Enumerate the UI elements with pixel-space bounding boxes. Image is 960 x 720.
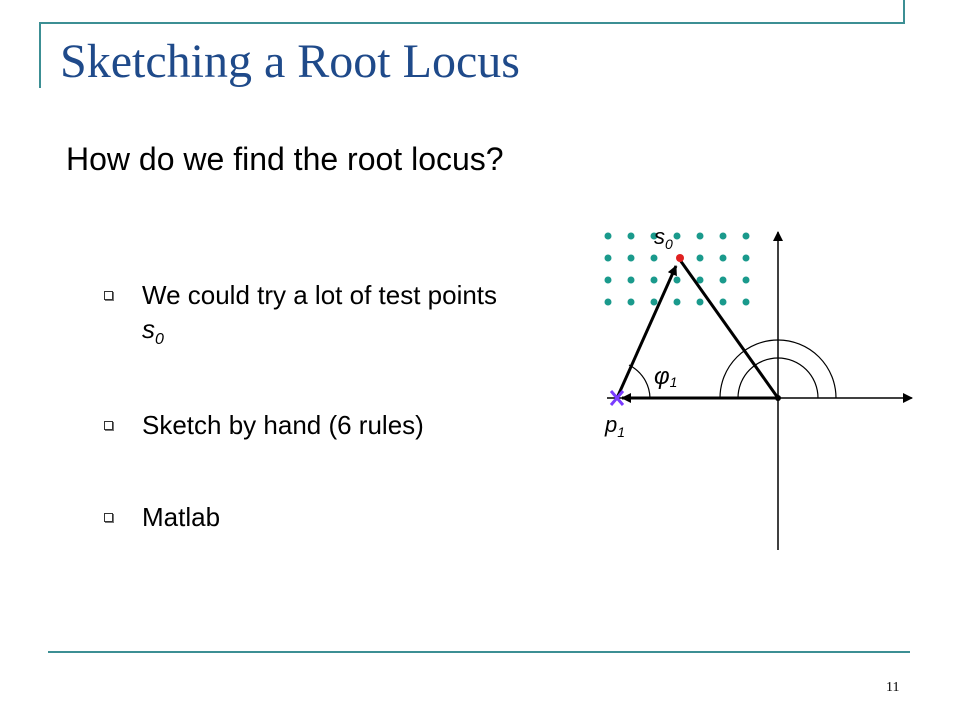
grid-dot bbox=[628, 233, 635, 240]
bullet-text: Sketch by hand (6 rules) bbox=[142, 410, 424, 440]
grid-dot bbox=[628, 299, 635, 306]
p1-label: $p_1$ bbox=[605, 412, 626, 440]
bullet-symbol: s bbox=[142, 314, 155, 344]
grid-dot bbox=[697, 299, 704, 306]
bullet-box-icon bbox=[104, 291, 113, 300]
slide-question: How do we find the root locus? bbox=[66, 141, 504, 177]
grid-dot bbox=[651, 255, 658, 262]
bullet-text: We could try a lot of test points bbox=[142, 280, 498, 310]
test-point-s0 bbox=[676, 254, 684, 262]
grid-dot bbox=[605, 255, 612, 262]
grid-dot bbox=[674, 299, 681, 306]
grid-dot bbox=[651, 277, 658, 284]
grid-dot bbox=[674, 233, 681, 240]
grid-dot bbox=[651, 299, 658, 306]
grid-dot bbox=[674, 277, 681, 284]
frame-top-rule bbox=[40, 22, 904, 24]
root-locus-diagram bbox=[560, 200, 940, 560]
footer-rule bbox=[48, 651, 910, 653]
s0-label: $s_0$ bbox=[654, 224, 673, 252]
vector-origin-to-s0 bbox=[680, 260, 778, 398]
phi-angle-arc bbox=[629, 365, 650, 398]
grid-dot bbox=[720, 277, 727, 284]
grid-dot bbox=[720, 255, 727, 262]
grid-dot bbox=[605, 277, 612, 284]
grid-dot bbox=[743, 277, 750, 284]
grid-dot bbox=[743, 299, 750, 306]
page-number: 11 bbox=[886, 680, 900, 695]
bullet-test-points bbox=[104, 278, 504, 357]
grid-dot bbox=[743, 233, 750, 240]
grid-dot bbox=[605, 233, 612, 240]
test-point-grid bbox=[605, 233, 750, 306]
frame-left-rule bbox=[39, 22, 41, 88]
grid-dot bbox=[697, 255, 704, 262]
origin-point bbox=[775, 395, 781, 401]
grid-dot bbox=[697, 233, 704, 240]
frame-right-rule bbox=[903, 0, 905, 24]
grid-dot bbox=[720, 233, 727, 240]
grid-dot bbox=[720, 299, 727, 306]
phi1-label: φ1 bbox=[654, 363, 678, 390]
bullet-sketch-by-hand bbox=[104, 408, 504, 442]
bullet-matlab bbox=[104, 500, 504, 534]
grid-dot bbox=[628, 255, 635, 262]
grid-dot bbox=[628, 277, 635, 284]
bullet-box-icon bbox=[104, 421, 113, 430]
grid-dot bbox=[605, 299, 612, 306]
bullet-subscript: 0 bbox=[155, 331, 164, 349]
slide-title: Sketching a Root Locus bbox=[60, 35, 520, 88]
bullet-box-icon bbox=[104, 513, 113, 522]
grid-dot bbox=[743, 255, 750, 262]
bullet-text: Matlab bbox=[142, 502, 221, 532]
